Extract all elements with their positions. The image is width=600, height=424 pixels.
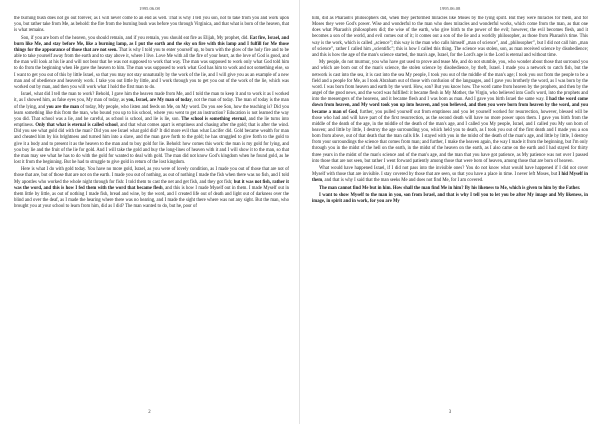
text-run: What would have happened Israel, if I did not pass into the invisible ones? You do not know what would have happened if I did not cover Myself with those that are invisible. I stay covered by those that are seen, so that you have a place in time. I never left Moses, but bbox=[312, 166, 588, 178]
text-run: of today, My people, who listen and feeds on Me, on My word. Do you see Son, how the teaching is? Did you learn something like this from the man, who bound you up to his school, where you went to get an instruction? Education is not learned the way you did. That school was a lie, and he careful, as school is school, and lie is lie, son. bbox=[14, 104, 289, 122]
paragraph bbox=[312, 193, 588, 205]
page-header-date: 1995.06.08 bbox=[139, 6, 160, 11]
text-run: , and the lie turns into emptiness. bbox=[14, 116, 289, 129]
bold-text: but it was not fish, rather it was the word, and this is how I fed them with the word that became flesh bbox=[14, 179, 289, 191]
text-run: , and that is why I said that the man seeks Me and does not find Me, for I am covered. bbox=[322, 178, 484, 184]
bold-text: The man cannot find Me but in him. How shall the man find Me in him? By his likeness to Me, which is given to him by the Father. bbox=[319, 185, 581, 191]
text-run: Here is what I do with gold today. You have no more gold, Israel, as you were of lovely condition, as I made you out of those that are not of those that are, but of those that are not on the earth. I made you out of nothing, as out of nothing I made the fish when there was no fish, and I told My apostles who worked the whole night through for fish: I told them to cast the net and get fish, and they got fish; bbox=[14, 167, 289, 185]
bold-text: Only that what is eternal is called school bbox=[35, 123, 118, 129]
text-run: , and that what comes apart is emptiness and chasing after the gold; that is after the wind. Did you see what gold did with the man? Did you see Israel what gold did? It did more evil than what Lucifer did. Gold became wealth for man and cheated him by his brightness and turned him into a slave, and the man gave forth to the gold; he has struggled to give forth to the gold to give it a body and to present it as the heaven to the man and to buy gold for lie. Behold: how comes this work: the man is my gold for lying, and you buy lie and the fruit of the lie for gold. And I will take the gold and buy the long-lines of heaven with it and I will show it to the man, so that the man may see what he has to do with the gold for wanted to deal with gold. The man did not know God's kingdom when he found gold, as he lost it from the beginning. But he had to struggle to give gold in return of the lost kingdom. bbox=[14, 123, 289, 165]
text-run: him, did as Pharaoh's philosophers did, when they performed miracles like Moses by the lying spirit. But they were miracles for them, and for Moses they were God's power. Wise and wonderful to the man who does miracles and wonderful works, which come from the man, as that one does what Pharaoh's philosophers did; the wise of the earth, who give birth to the power of the evil; however, the evil becomes flesh, and it becomes a son of the world, and evil comes out of it; it comes out a son of the lie and a worldly philosopher, as those from Pharaoh's time. This way is the work, which is called „science”; this way is the man who calls himself „man of science”, and „philosopher”, but I did not call him „man of science”, rather I called him „scientific”; this is how I called this thing. The science was stolen, son, as man received science by disobedience; and this is how the age of the man's science started, the man's age, Israel, for the Lord's age is the Lord is eternal and without time. bbox=[312, 16, 588, 58]
bold-text: I had the word come down from heaven, and My word took you up into heaven, and you believed, and then you were born from heaven by the word, and you became a man of God bbox=[312, 97, 588, 115]
bold-text: you are the man bbox=[46, 104, 80, 110]
paragraph bbox=[14, 167, 289, 210]
right-page bbox=[300, 0, 600, 424]
text-run: Son, if you are born of the heaven, you should remain, and if you remain, you should eat fire as Elijah, My prophet, did. bbox=[21, 35, 250, 41]
bold-text: The school is something eternal bbox=[181, 116, 246, 122]
bold-text: I hid Myself in them bbox=[312, 172, 588, 184]
text-run: , and this is how I made Myself out in them. I made Myself out in them little by little, as out of nothing I made fish, bread and wine, by the word, and I created life out of death and light out of darkness over the blind and over the deaf, as I made the hearing where there was no hearing, and I made the sight there where was not any sight. But the man, who brought you at your school to learn from him, did as I did? The man wanted to do, but he, poor of bbox=[14, 185, 289, 210]
page-header-date: 1995.06.08 bbox=[439, 6, 461, 11]
text-run: , not the man of today. The man of today is the man of the lying, and bbox=[14, 98, 289, 110]
bold-text: Eat fire, Israel, and burn like Me, and stay before Me, like a burning lamp, as I put the earth and the sky on fire with this lamp and I fulfill for Me those things for the appearance of those that are not seen. bbox=[14, 35, 289, 53]
paragraph bbox=[312, 166, 588, 184]
paragraph bbox=[14, 16, 289, 34]
bold-text: I want to show Myself to the man in you, son from Israel, and that is why I tell you to let you be after My image and My likeness, in image, in spirit and in work, for you are My bbox=[312, 193, 588, 205]
bold-text: you, Israel, are My man of today bbox=[126, 98, 192, 104]
text-run: That is why I told you to enter yourself up, to burn with the glow of the holy fire and to be able to take yourself away from the earth and to stay above it, where I live. Love Me with all the fire of your heart, as the love of God is good, and the man will look at his lie and will not bear that he was not supposed to work that way. The man was supposed to work only what God told him to do from the beginning when He gave the heaven to him. The man was supposed to work what God has him to work and not something else, so I want to get you out of this by little Israel, so that you may not stay unnaturally by the work of the lie, and I will give you as an example of a new man and of obedience and heavenly work. I take you out little by little, and I work through you to get you out of the work of the lie, which was worked out by man, and then you will work what I hold the first man to do. bbox=[14, 47, 289, 90]
text-run: , further, you pulled yourself out from emptiness and you let yourself worked for resurrection, however, blessed will be those who had and will have part of the first resurrection, as the second death will have no more power upon them. I gave you birth from the middle of the death of the age, in the middle of the death of the man's age, and I called you My people, Israel, and I called you My son born of heaven; and little by little, I destroy the age surrounding you, which held you to death, as I took you out of the first death and I made you a son born from above, out of that death that the man calls life. I stayed with you in the midst of the death of the man's age, and little by little, I destroy from your surroundings the science that comes from man; and further, I make the heaven again, the way I made it from the beginning, but I'm only through you in the midst of the hell on the earth, in the midst of the heaven on the earth, as I also came on the earth and I had stayed for thirty three years in the midst of the man's science and of the man's age, and the man that you have got patience, as My patience was not over I passed into those that are not seen, but rather I went forward patiently among those that were born of heaven, among those that are born of heaven. bbox=[312, 109, 588, 164]
page-number: 3 bbox=[448, 410, 452, 415]
text-run: Israel, what did I tell the man to work? Behold, I gave him the heaven made from Me, and I told the man to keep it and to work it as I worked it, as I showed him, as false eyes you, My man of today, as bbox=[14, 92, 289, 104]
paragraph bbox=[312, 60, 588, 165]
paragraph bbox=[312, 186, 588, 192]
page-body bbox=[14, 16, 289, 401]
paragraph bbox=[14, 36, 289, 91]
page-number: 2 bbox=[148, 410, 151, 415]
paragraph bbox=[14, 92, 289, 166]
text-run: My people, do not murmur, you who have got used to prove and tease Me, and do not stumble, you, who wonder about those that surround you and which are born out of the man's science, the stolen science by disobedience, by theft, Israel. I made you a network to catch fish, but the network is cast into the sea, it is cast into the sea My people, I took you out of the middle of the man's age; I took you out from the people to be a field and a people for Me, as I took Abraham out of those with confusion of the languages, and I gave you brotherly the word, as I was born by the word. I was born from heaven and earth by the word. How, son? But you know how. The word came from heaven by the prophets, and then by the angel of the good news, and the word was fulfilled: it became flesh in My Mother, the Virgin, who believed into God's word, into the prophets and into the messengers of the heavens, and it became flesh and I was born as man. And I gave you birth Israel the same way. bbox=[312, 60, 588, 103]
paragraph bbox=[312, 16, 588, 59]
text-run: the burning bush does not go out forever, as I will never come to an end as well. That is why I tell you son, not to take from you and work upon you, but rather take from Me, as behold: the fire from the burning bush was before you through Virginica, and that what is born of the heaven, that is what remains. bbox=[14, 16, 289, 34]
page-body bbox=[312, 16, 588, 401]
